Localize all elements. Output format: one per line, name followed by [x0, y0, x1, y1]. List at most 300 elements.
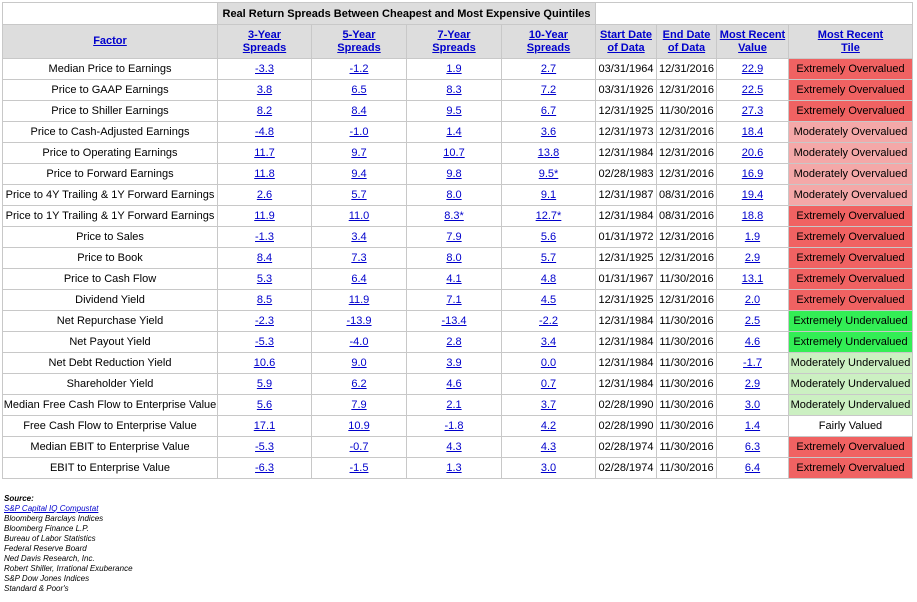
recent-value-cell[interactable]	[717, 437, 789, 458]
factor-cell: Price to Operating Earnings	[3, 143, 218, 164]
start-date-cell: 12/31/1987	[596, 185, 657, 206]
spread-5y-cell-link[interactable]: 6.2	[351, 378, 367, 390]
spread-5y-header[interactable]	[312, 25, 407, 59]
spread-10y-cell[interactable]	[502, 269, 596, 290]
spread-10y-cell[interactable]	[502, 353, 596, 374]
spread-3y-sort-link[interactable]: 3-Year Spreads	[242, 28, 287, 54]
spread-7y-cell[interactable]	[407, 332, 502, 353]
spread-7y-cell-link[interactable]: 10.7	[443, 147, 465, 159]
table-row	[3, 416, 913, 437]
recent-value-cell[interactable]	[717, 353, 789, 374]
spread-7y-cell[interactable]	[407, 164, 502, 185]
spread-5y-cell[interactable]	[312, 59, 407, 80]
spread-5y-cell-link[interactable]: 9.4	[351, 168, 367, 180]
spread-5y-cell[interactable]	[312, 332, 407, 353]
spread-3y-cell-link[interactable]: 8.5	[256, 294, 273, 306]
spread-7y-cell-link[interactable]: 4.3	[446, 441, 462, 453]
end-date-cell: 12/31/2016	[657, 143, 717, 164]
spread-10y-cell[interactable]	[502, 248, 596, 269]
spread-5y-cell[interactable]	[312, 164, 407, 185]
start-date-sort-link[interactable]: Start Date of Data	[600, 28, 652, 54]
spread-5y-cell-link[interactable]: 3.4	[351, 231, 367, 243]
spread-5y-cell-link[interactable]: -4.0	[349, 336, 369, 348]
table-row	[3, 80, 913, 101]
spread-10y-cell[interactable]	[502, 59, 596, 80]
start-date-cell: 12/31/1984	[596, 332, 657, 353]
recent-value-sort-link[interactable]: Most Recent Value	[719, 28, 786, 54]
spread-5y-cell[interactable]	[312, 353, 407, 374]
spread-7y-cell-link[interactable]: 8.3	[446, 84, 462, 96]
spread-3y-cell-link[interactable]: 3.8	[256, 84, 273, 96]
spread-3y-cell-link[interactable]: -5.3	[255, 336, 274, 348]
spread-7y-cell[interactable]	[407, 290, 502, 311]
recent-tile-cell: Moderately Overvalued	[789, 164, 913, 185]
recent-value-cell-link[interactable]: 3.0	[744, 399, 761, 411]
recent-tile-sort-link[interactable]: Most Recent Tile	[817, 28, 884, 54]
spread-7y-cell[interactable]	[407, 353, 502, 374]
source-line: Bloomberg Barclays Indices	[4, 514, 104, 523]
spread-5y-cell[interactable]	[312, 143, 407, 164]
spread-3y-cell-link[interactable]: 8.2	[256, 105, 273, 117]
start-date-cell: 12/31/1984	[596, 206, 657, 227]
source-line: Bloomberg Finance L.P.	[4, 524, 89, 533]
spread-3y-header[interactable]	[218, 25, 312, 59]
spread-3y-cell-link[interactable]: 5.6	[256, 399, 273, 411]
recent-value-cell[interactable]	[717, 374, 789, 395]
spread-10y-cell[interactable]	[502, 101, 596, 122]
recent-value-cell[interactable]	[717, 122, 789, 143]
recent-tile-cell: Extremely Overvalued	[789, 101, 913, 122]
factor-header[interactable]	[3, 25, 218, 59]
source-line: Federal Reserve Board	[4, 544, 87, 553]
spread-7y-cell-link[interactable]: 1.4	[446, 126, 462, 138]
recent-tile-cell: Extremely Overvalued	[789, 206, 913, 227]
spread-3y-cell-link[interactable]: 17.1	[253, 420, 276, 432]
spread-3y-cell[interactable]	[218, 311, 312, 332]
start-date-cell: 02/28/1974	[596, 437, 657, 458]
recent-value-cell-link[interactable]: -1.7	[743, 357, 762, 369]
table-row	[3, 437, 913, 458]
spread-10y-header[interactable]	[502, 25, 596, 59]
spread-10y-cell[interactable]	[502, 185, 596, 206]
spread-3y-cell-link[interactable]: 8.4	[256, 252, 273, 264]
spread-3y-cell[interactable]	[218, 185, 312, 206]
spread-3y-cell[interactable]	[218, 122, 312, 143]
recent-value-cell-link[interactable]: 13.1	[741, 273, 764, 285]
factor-cell: Free Cash Flow to Enterprise Value	[3, 416, 218, 437]
spread-7y-cell-link[interactable]: 4.1	[446, 273, 462, 285]
spreads-group-title: Real Return Spreads Between Cheapest and Most Expensive Quintiles	[218, 3, 596, 25]
spread-3y-cell[interactable]	[218, 458, 312, 479]
table-row	[3, 101, 913, 122]
spread-10y-cell-link[interactable]: 7.2	[540, 84, 557, 96]
spread-5y-cell-link[interactable]: 7.3	[351, 252, 367, 264]
recent-value-cell[interactable]	[717, 185, 789, 206]
spread-3y-cell[interactable]	[218, 80, 312, 101]
recent-value-cell-link[interactable]: 18.4	[741, 126, 764, 138]
spread-10y-cell-link[interactable]: -2.2	[539, 315, 558, 327]
spread-7y-cell-link[interactable]: 8.3*	[444, 210, 464, 222]
spread-10y-cell-link[interactable]: 4.2	[540, 420, 557, 432]
spread-10y-cell[interactable]	[502, 374, 596, 395]
spread-7y-cell-link[interactable]: 2.1	[446, 399, 462, 411]
table-row	[3, 248, 913, 269]
spread-3y-cell-link[interactable]: 11.8	[254, 168, 275, 180]
spread-3y-cell[interactable]	[218, 332, 312, 353]
factor-sort-link[interactable]: Factor	[93, 35, 127, 47]
spread-7y-cell-link[interactable]: -1.8	[444, 420, 464, 432]
start-date-cell: 12/31/1984	[596, 374, 657, 395]
spread-5y-cell-link[interactable]: 11.9	[348, 294, 370, 306]
end-date-cell: 08/31/2016	[657, 206, 717, 227]
spread-7y-cell-link[interactable]: 9.8	[446, 168, 462, 180]
spread-7y-cell-link[interactable]: 3.9	[446, 357, 462, 369]
spread-3y-cell-link[interactable]: -4.8	[255, 126, 274, 138]
recent-value-cell[interactable]	[717, 164, 789, 185]
spread-5y-cell[interactable]	[312, 290, 407, 311]
end-date-cell: 11/30/2016	[657, 332, 717, 353]
recent-value-cell[interactable]	[717, 458, 789, 479]
spread-3y-cell-link[interactable]: 2.6	[256, 189, 273, 201]
table-row	[3, 311, 913, 332]
factor-cell: Net Debt Reduction Yield	[3, 353, 218, 374]
table-row	[3, 353, 913, 374]
spread-5y-cell[interactable]	[312, 101, 407, 122]
spread-5y-cell-link[interactable]: -13.9	[346, 315, 372, 327]
table-row	[3, 164, 913, 185]
spread-10y-cell[interactable]	[502, 164, 596, 185]
spread-5y-cell-link[interactable]: -1.2	[349, 63, 369, 75]
recent-value-cell-link[interactable]: 1.4	[744, 420, 761, 432]
spread-7y-cell-link[interactable]: 8.0	[446, 189, 462, 201]
spread-3y-cell-link[interactable]: 5.3	[256, 273, 273, 285]
spread-3y-cell[interactable]	[218, 374, 312, 395]
spread-7y-header[interactable]	[407, 25, 502, 59]
spread-5y-cell[interactable]	[312, 248, 407, 269]
end-date-cell: 11/30/2016	[657, 458, 717, 479]
spread-3y-cell[interactable]	[218, 206, 312, 227]
spread-5y-cell-link[interactable]: 9.0	[351, 357, 367, 369]
spread-3y-cell[interactable]	[218, 143, 312, 164]
spread-10y-cell-link[interactable]: 9.5*	[538, 168, 559, 180]
table-row	[3, 290, 913, 311]
source-link[interactable]: S&P Capital IQ Compustat	[4, 504, 99, 513]
spread-3y-cell-link[interactable]: -1.3	[255, 231, 274, 243]
spread-10y-cell[interactable]	[502, 227, 596, 248]
recent-value-cell-link[interactable]: 2.5	[744, 315, 761, 327]
spread-5y-cell-link[interactable]: -0.7	[349, 441, 369, 453]
spread-3y-cell-link[interactable]: 11.9	[254, 210, 275, 222]
factor-cell: Median EBIT to Enterprise Value	[3, 437, 218, 458]
spread-7y-cell-link[interactable]: 4.6	[446, 378, 462, 390]
spread-7y-cell-link[interactable]: 8.0	[446, 252, 462, 264]
spread-3y-cell-link[interactable]: 10.6	[253, 357, 276, 369]
spread-5y-cell-link[interactable]: -1.0	[349, 126, 369, 138]
spread-3y-cell[interactable]	[218, 227, 312, 248]
spread-7y-cell[interactable]	[407, 269, 502, 290]
spread-7y-sort-link[interactable]: 7-Year Spreads	[432, 28, 476, 54]
start-date-cell: 03/31/1926	[596, 80, 657, 101]
recent-tile-cell: Fairly Valued	[789, 416, 913, 437]
recent-value-cell-link[interactable]: 6.3	[744, 441, 761, 453]
spread-7y-cell[interactable]	[407, 206, 502, 227]
factor-cell: Net Payout Yield	[3, 332, 218, 353]
spread-7y-cell-link[interactable]: -13.4	[441, 315, 467, 327]
table-row	[3, 332, 913, 353]
spread-10y-cell[interactable]	[502, 395, 596, 416]
table-row	[3, 395, 913, 416]
spread-7y-cell-link[interactable]: 1.9	[446, 63, 462, 75]
recent-value-cell-link[interactable]: 19.4	[741, 189, 764, 201]
spread-7y-cell-link[interactable]: 7.1	[446, 294, 462, 306]
start-date-cell: 12/31/1984	[596, 143, 657, 164]
start-date-cell: 12/31/1925	[596, 248, 657, 269]
recent-tile-cell: Extremely Overvalued	[789, 248, 913, 269]
spread-7y-cell[interactable]	[407, 395, 502, 416]
end-date-cell: 12/31/2016	[657, 122, 717, 143]
spread-3y-cell-link[interactable]: -6.3	[255, 462, 274, 474]
spread-3y-cell-link[interactable]: -2.3	[255, 315, 274, 327]
spread-5y-cell[interactable]	[312, 185, 407, 206]
recent-tile-cell: Moderately Overvalued	[789, 143, 913, 164]
end-date-cell: 12/31/2016	[657, 290, 717, 311]
source-line: Ned Davis Research, Inc.	[4, 554, 95, 563]
recent-value-cell-link[interactable]: 20.6	[741, 147, 764, 159]
spread-7y-cell-link[interactable]: 1.3	[446, 462, 462, 474]
spread-10y-cell[interactable]	[502, 311, 596, 332]
recent-value-cell[interactable]	[717, 395, 789, 416]
spread-10y-cell-link[interactable]: 12.7*	[535, 210, 562, 222]
recent-value-cell-link[interactable]: 4.6	[744, 336, 761, 348]
recent-value-cell-link[interactable]: 2.9	[744, 378, 761, 390]
spread-10y-cell-link[interactable]: 3.4	[540, 336, 557, 348]
spread-3y-cell-link[interactable]: -5.3	[255, 441, 274, 453]
recent-tile-cell: Extremely Overvalued	[789, 458, 913, 479]
end-date-cell: 12/31/2016	[657, 248, 717, 269]
end-date-cell: 11/30/2016	[657, 101, 717, 122]
spread-5y-cell[interactable]	[312, 311, 407, 332]
recent-value-cell-link[interactable]: 1.9	[744, 231, 761, 243]
factor-cell: Price to Shiller Earnings	[3, 101, 218, 122]
recent-value-cell[interactable]	[717, 311, 789, 332]
spread-5y-cell-link[interactable]: 6.4	[351, 273, 367, 285]
spread-10y-cell-link[interactable]: 4.5	[540, 294, 557, 306]
factor-cell: Net Repurchase Yield	[3, 311, 218, 332]
spread-5y-cell[interactable]	[312, 395, 407, 416]
recent-value-cell[interactable]	[717, 206, 789, 227]
spread-5y-cell[interactable]	[312, 269, 407, 290]
spread-10y-cell-link[interactable]: 9.1	[540, 189, 557, 201]
recent-value-header[interactable]	[717, 25, 789, 59]
end-date-cell: 11/30/2016	[657, 374, 717, 395]
spread-7y-cell[interactable]	[407, 458, 502, 479]
recent-value-cell-link[interactable]: 22.9	[741, 63, 764, 75]
spread-7y-cell[interactable]	[407, 143, 502, 164]
recent-value-cell-link[interactable]: 16.9	[741, 168, 764, 180]
spread-3y-cell[interactable]	[218, 164, 312, 185]
recent-value-cell[interactable]	[717, 227, 789, 248]
factor-cell: Price to Book	[3, 248, 218, 269]
spread-7y-cell-link[interactable]: 7.9	[446, 231, 462, 243]
spread-5y-cell-link[interactable]: 8.4	[351, 105, 367, 117]
spread-10y-cell-link[interactable]: 3.7	[540, 399, 557, 411]
table-row	[3, 122, 913, 143]
spread-5y-cell-link[interactable]: 5.7	[351, 189, 367, 201]
spread-5y-cell-link[interactable]: 10.9	[348, 420, 370, 432]
end-date-cell: 12/31/2016	[657, 80, 717, 101]
recent-tile-cell: Moderately Overvalued	[789, 122, 913, 143]
spread-7y-cell[interactable]	[407, 437, 502, 458]
source-title: Source:	[4, 494, 34, 503]
spread-7y-cell[interactable]	[407, 248, 502, 269]
spread-5y-cell[interactable]	[312, 80, 407, 101]
recent-value-cell[interactable]	[717, 269, 789, 290]
spread-10y-cell[interactable]	[502, 332, 596, 353]
start-date-cell: 02/28/1990	[596, 395, 657, 416]
spread-3y-cell[interactable]	[218, 416, 312, 437]
source-line: Robert Shiller, Irrational Exuberance	[4, 564, 133, 573]
spread-10y-cell-link[interactable]: 0.0	[540, 357, 557, 369]
spread-5y-cell[interactable]	[312, 374, 407, 395]
end-date-cell: 11/30/2016	[657, 353, 717, 374]
end-date-cell: 11/30/2016	[657, 437, 717, 458]
recent-value-cell-link[interactable]: 6.4	[744, 462, 761, 474]
spread-3y-cell[interactable]	[218, 395, 312, 416]
spread-3y-cell[interactable]	[218, 437, 312, 458]
recent-tile-cell: Extremely Undervalued	[789, 311, 913, 332]
start-date-cell: 02/28/1983	[596, 164, 657, 185]
spread-10y-cell-link[interactable]: 5.6	[540, 231, 557, 243]
spread-10y-cell[interactable]	[502, 80, 596, 101]
start-date-header[interactable]	[596, 25, 657, 59]
recent-value-cell-link[interactable]: 22.5	[741, 84, 764, 96]
spread-5y-cell-link[interactable]: 9.7	[351, 147, 367, 159]
recent-value-cell[interactable]	[717, 332, 789, 353]
spread-3y-cell-link[interactable]: 5.9	[256, 378, 273, 390]
table-row	[3, 374, 913, 395]
recent-value-cell-link[interactable]: 2.0	[744, 294, 761, 306]
spread-10y-cell-link[interactable]: 2.7	[540, 63, 557, 75]
spread-10y-cell-link[interactable]: 6.7	[540, 105, 557, 117]
factor-cell: EBIT to Enterprise Value	[3, 458, 218, 479]
table-row	[3, 185, 913, 206]
recent-value-cell[interactable]	[717, 80, 789, 101]
recent-value-cell[interactable]	[717, 416, 789, 437]
spread-3y-cell[interactable]	[218, 353, 312, 374]
spread-7y-cell[interactable]	[407, 374, 502, 395]
spread-10y-cell-link[interactable]: 4.3	[540, 441, 557, 453]
spread-7y-cell[interactable]	[407, 59, 502, 80]
spread-10y-sort-link[interactable]: 10-Year Spreads	[526, 28, 571, 54]
spread-10y-cell-link[interactable]: 5.7	[540, 252, 557, 264]
spread-10y-cell-link[interactable]: 3.6	[540, 126, 557, 138]
factor-cell: Price to Forward Earnings	[3, 164, 218, 185]
spread-5y-cell[interactable]	[312, 227, 407, 248]
spread-10y-cell-link[interactable]: 4.8	[540, 273, 557, 285]
spread-7y-cell[interactable]	[407, 227, 502, 248]
spread-10y-cell-link[interactable]: 0.7	[540, 378, 557, 390]
spread-3y-cell[interactable]	[218, 248, 312, 269]
recent-value-cell[interactable]	[717, 101, 789, 122]
spread-7y-cell[interactable]	[407, 311, 502, 332]
spread-3y-cell[interactable]	[218, 269, 312, 290]
table-row	[3, 458, 913, 479]
end-date-sort-link[interactable]: End Date of Data	[662, 28, 711, 54]
spread-5y-cell[interactable]	[312, 458, 407, 479]
recent-tile-cell: Moderately Undervalued	[789, 353, 913, 374]
recent-value-cell-link[interactable]: 2.9	[744, 252, 761, 264]
recent-value-cell[interactable]	[717, 248, 789, 269]
recent-tile-cell: Extremely Overvalued	[789, 80, 913, 101]
recent-tile-header[interactable]	[789, 25, 913, 59]
spread-10y-cell-link[interactable]: 13.8	[537, 147, 560, 159]
spread-10y-cell[interactable]	[502, 458, 596, 479]
spread-10y-cell[interactable]	[502, 290, 596, 311]
recent-value-cell-link[interactable]: 18.8	[741, 210, 764, 222]
factor-cell: Price to GAAP Earnings	[3, 80, 218, 101]
spread-7y-cell[interactable]	[407, 80, 502, 101]
table-row	[3, 59, 913, 80]
spread-5y-sort-link[interactable]: 5-Year Spreads	[337, 28, 381, 54]
recent-value-cell[interactable]	[717, 290, 789, 311]
spread-7y-cell[interactable]	[407, 416, 502, 437]
source-notes	[4, 494, 133, 594]
spread-3y-cell-link[interactable]: 11.7	[254, 147, 275, 159]
recent-value-cell-link[interactable]: 27.3	[741, 105, 764, 117]
valuation-table	[2, 2, 913, 479]
spread-7y-cell[interactable]	[407, 101, 502, 122]
spread-5y-cell-link[interactable]: 7.9	[351, 399, 367, 411]
spread-7y-cell-link[interactable]: 9.5	[446, 105, 462, 117]
end-date-cell: 08/31/2016	[657, 185, 717, 206]
spread-7y-cell[interactable]	[407, 185, 502, 206]
table-row	[3, 227, 913, 248]
spread-5y-cell-link[interactable]: 6.5	[351, 84, 367, 96]
spread-5y-cell[interactable]	[312, 437, 407, 458]
source-line: Standard & Poor's	[4, 584, 69, 593]
recent-tile-cell: Moderately Undervalued	[789, 395, 913, 416]
spread-5y-cell[interactable]	[312, 206, 407, 227]
spread-5y-cell-link[interactable]: -1.5	[349, 462, 369, 474]
end-date-header[interactable]	[657, 25, 717, 59]
spread-5y-cell[interactable]	[312, 122, 407, 143]
spread-10y-cell[interactable]	[502, 143, 596, 164]
recent-value-cell[interactable]	[717, 143, 789, 164]
end-date-cell: 11/30/2016	[657, 395, 717, 416]
spread-10y-cell[interactable]	[502, 122, 596, 143]
recent-tile-cell: Extremely Overvalued	[789, 269, 913, 290]
recent-value-cell[interactable]	[717, 59, 789, 80]
spread-7y-cell-link[interactable]: 2.8	[446, 336, 462, 348]
spread-3y-cell[interactable]	[218, 101, 312, 122]
factor-cell: Median Free Cash Flow to Enterprise Value	[3, 395, 218, 416]
start-date-cell: 01/31/1972	[596, 227, 657, 248]
start-date-cell: 02/28/1974	[596, 458, 657, 479]
spread-10y-cell[interactable]	[502, 416, 596, 437]
spread-10y-cell-link[interactable]: 3.0	[540, 462, 557, 474]
spread-5y-cell[interactable]	[312, 416, 407, 437]
spread-10y-cell[interactable]	[502, 437, 596, 458]
spread-3y-cell-link[interactable]: -3.3	[255, 63, 274, 75]
spread-7y-cell[interactable]	[407, 122, 502, 143]
spread-3y-cell[interactable]	[218, 59, 312, 80]
spread-3y-cell[interactable]	[218, 290, 312, 311]
end-date-cell: 12/31/2016	[657, 227, 717, 248]
recent-tile-cell: Extremely Overvalued	[789, 59, 913, 80]
spread-10y-cell[interactable]	[502, 206, 596, 227]
spread-5y-cell-link[interactable]: 11.0	[348, 210, 370, 222]
end-date-cell: 12/31/2016	[657, 59, 717, 80]
